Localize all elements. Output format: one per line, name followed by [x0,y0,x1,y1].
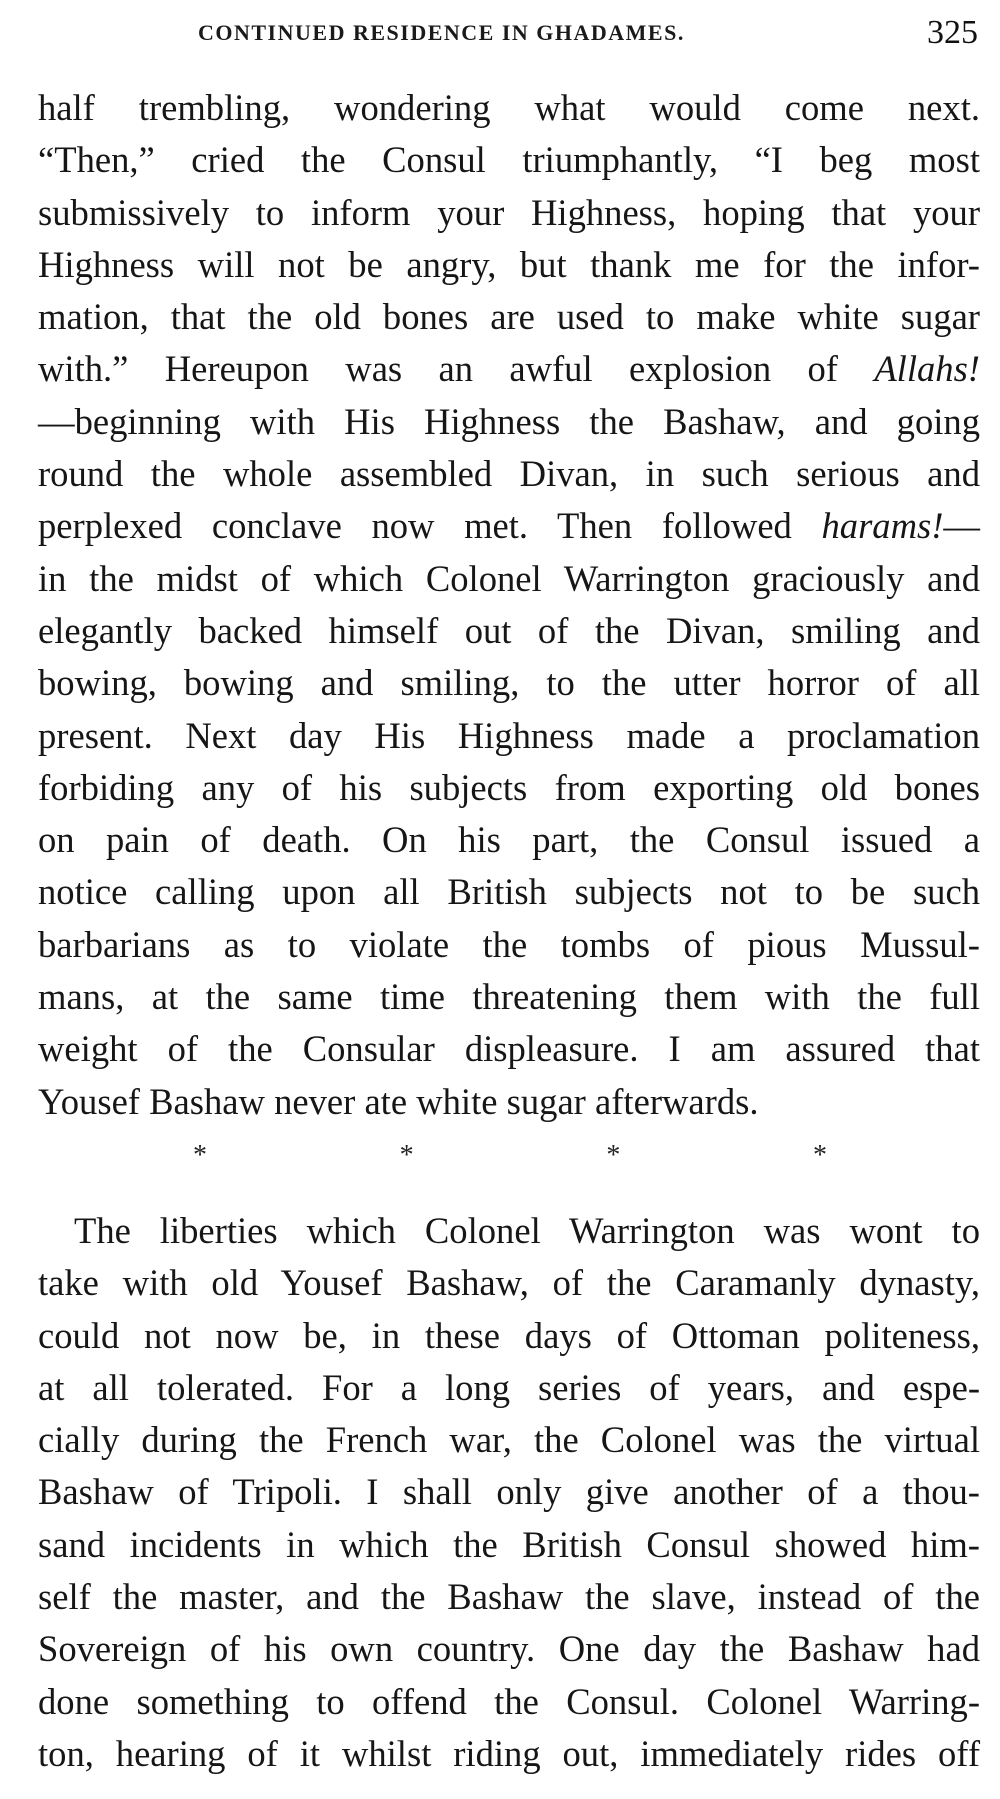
text-segment: at all tolerated. For a long series of years, and espe- [38,1366,980,1408]
text-line [38,866,980,918]
text-segment: present. Next day His Highness made a proclamation [38,714,980,756]
paragraph-2 [38,1205,980,1780]
text-line [38,448,980,500]
text-segment: mans, at the same time threatening them with the full [38,976,980,1018]
text-segment: forbiding any of his subjects from exporting old bones [38,766,980,808]
text-line [38,1205,980,1257]
text-line [38,1519,980,1571]
text-segment: round the whole assembled Divan, in such serious and [38,453,980,495]
text-line [38,919,980,971]
text-line [38,187,980,239]
text-segment: mation, that the old bones are used to make white sugar [38,296,980,338]
page-number: 325 [927,14,978,51]
text-line [38,1257,980,1309]
text-segment: — [943,505,980,547]
text-segment: done something to offend the Consul. Colonel Warring- [38,1680,980,1722]
asterisk-mark: * [399,1140,414,1171]
text-segment: notice calling upon all British subjects not to be such [38,871,980,913]
asterisk-mark: * [606,1140,621,1171]
text-segment: with.” Hereupon was an awful explosion of [38,348,875,390]
text-line [38,1571,980,1623]
paragraph-1 [38,82,980,1128]
text-line [38,1362,980,1414]
text-segment: —beginning with His Highness the Bashaw, and going [38,400,980,442]
text-segment: in the midst of which Colonel Warrington graciously and [38,557,980,599]
running-title: CONTINUED RESIDENCE IN GHADAMES. [198,20,685,45]
text-line [38,553,980,605]
text-line [38,134,980,186]
text-line [38,605,980,657]
text-line [38,657,980,709]
text-line [38,1310,980,1362]
text-line [38,1466,980,1518]
text-segment: take with old Yousef Bashaw, of the Caramanly dynasty, [38,1262,980,1304]
asterisk-mark: * [812,1140,827,1171]
text-segment: Yousef Bashaw never ate white sugar afterwards. [38,1080,759,1122]
text-segment: Bashaw of Tripoli. I shall only give another of a thou- [38,1471,980,1513]
text-line [38,239,980,291]
text-line [38,762,980,814]
text-line [38,1414,980,1466]
text-line [38,500,980,552]
italic-word: harams! [821,505,944,547]
text-segment: Highness will not be angry, but thank me for the infor- [38,243,980,285]
text-line [38,814,980,866]
text-segment: self the master, and the Bashaw the slave, instead of the [38,1576,980,1618]
running-head [190,14,980,54]
text-segment: ton, hearing of it whilst riding out, immediately rides off [38,1732,980,1774]
text-segment: cially during the French war, the Colonel was the virtual [38,1419,980,1461]
text-line [38,710,980,762]
text-line [38,396,980,448]
asterisk-mark: * [193,1140,207,1171]
text-segment: sand incidents in which the British Consul showed him- [38,1523,980,1565]
text-segment: on pain of death. On his part, the Consul issued a [38,819,980,861]
text-line [38,1076,980,1128]
text-line [38,1623,980,1675]
text-segment: “Then,” cried the Consul triumphantly, “I beg most [38,139,980,181]
text-segment: weight of the Consular displeasure. I am assured that [38,1028,980,1070]
text-line [38,1728,980,1780]
section-separator [190,1140,830,1190]
text-segment: half trembling, wondering what would come next. [38,87,980,128]
text-segment: bowing, bowing and smiling, to the utter horror of all [38,662,980,704]
text-line [38,971,980,1023]
text-line [38,343,980,395]
text-segment: perplexed conclave now met. Then followed [38,505,822,547]
text-line [38,1023,980,1075]
text-segment: The liberties which Colonel Warrington was wont to [74,1210,980,1251]
italic-word: Allahs! [874,348,980,390]
text-segment: submissively to inform your Highness, hoping that your [38,191,980,233]
text-line [38,82,980,134]
text-segment: Sovereign of his own country. One day the Bashaw had [38,1628,980,1670]
text-segment: barbarians as to violate the tombs of pious Mussul- [38,923,980,965]
text-line [38,291,980,343]
text-segment: elegantly backed himself out of the Divan, smiling and [38,609,980,651]
text-segment: could not now be, in these days of Ottoman politeness, [38,1314,980,1356]
text-line [38,1676,980,1728]
